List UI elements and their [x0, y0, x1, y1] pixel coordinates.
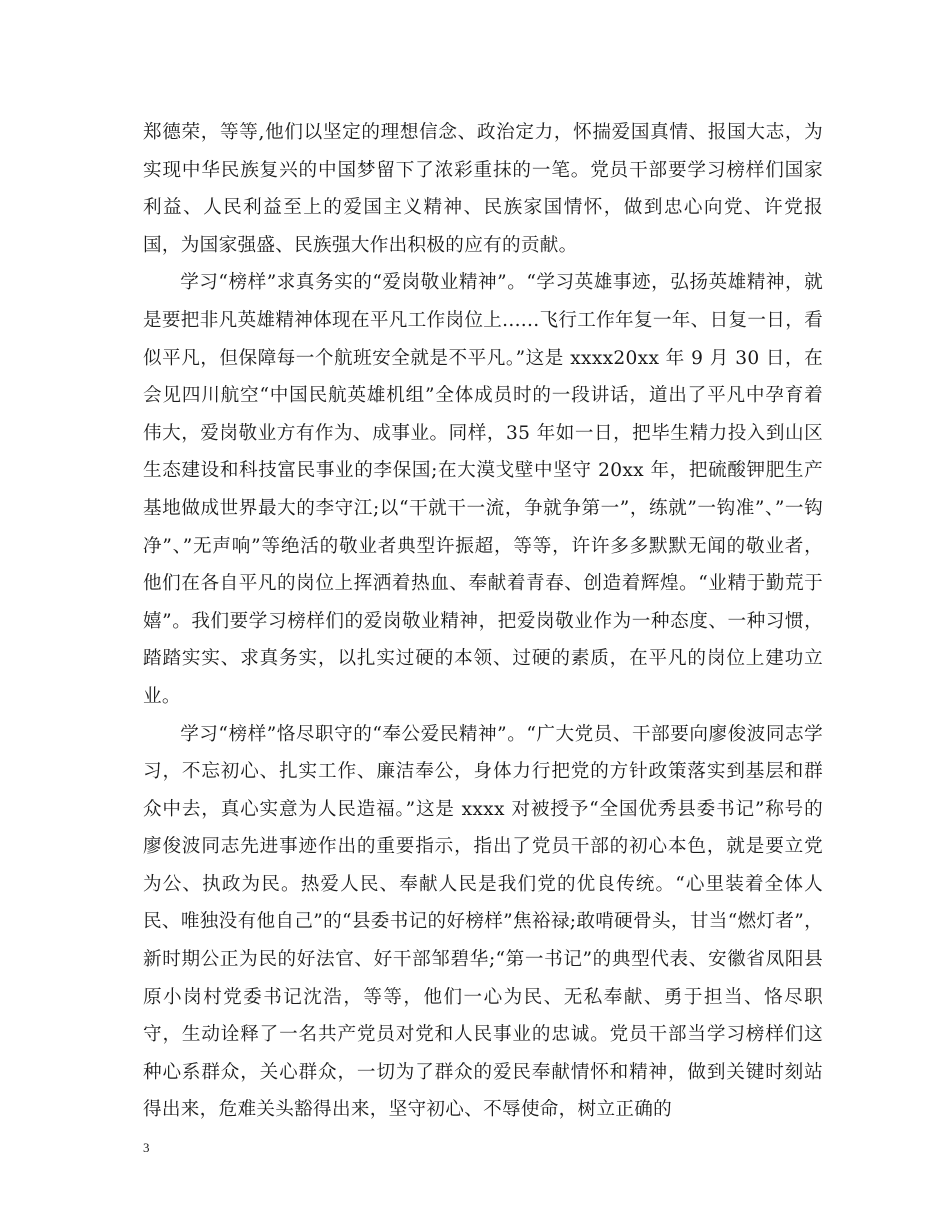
paragraph-1: 郑德荣，等等,他们以坚定的理想信念、政治定力，怀揣爱国真情、报国大志，为实现中华民族复兴的中国梦留下了浓彩重抹的一笔。党员干部要学习榜样们国家利益、人民利益至上的爱国主义精神、民族家国情怀，做到忠心向党、许党报国，为国家强盛、民族强大作出积极的应有的贡献。 [143, 122, 823, 256]
paragraph-2: 学习“榜样”求真务实的“爱岗敬业精神”。“学习英雄事迹，弘扬英雄精神，就是要把非凡英雄精神体现在平凡工作岗位上......飞行工作年复一年、日复一日，看似平凡，但保障每一个航班安全就是不平凡。”这是 xxxx20xx 年 9 月 30 日，在会见四川航空“中国民航英雄机组”全体成员时的一段讲话，道出了平凡中孕育着伟大，爱岗敬业方有作为、成事业。同样，35 年如一日，把毕生精力投入到山区生态建设和科技富民事业的李保国;在大漠戈壁中坚守 20xx 年，把硫酸钾肥生产基地做成世界最大的李守江;以“干就干一流，争就争第一”，练就”一钩准”、”一钩净”、”无声响”等绝活的敬业者典型许振超，等等，许许多多默默无闻的敬业者，他们在各自平凡的岗位上挥洒着热血、奉献着青春、创造着辉煌。“业精于勤荒于嬉”。我们要学习榜样们的爱岗敬业精神，把爱岗敬业作为一种态度、一种习惯，踏踏实实、求真务实，以扎实过硬的本领、过硬的素质，在平凡的岗位上建功立业。 [143, 272, 823, 707]
page-number: 3 [143, 1140, 150, 1155]
body-text [143, 114, 823, 1129]
paragraph-3: 学习“榜样”恪尽职守的“奉公爱民精神”。“广大党员、干部要向廖俊波同志学习，不忘初心、扎实工作、廉洁奉公，身体力行把党的方针政策落实到基层和群众中去，真心实意为人民造福。”这是 xxxx 对被授予“全国优秀县委书记”称号的廖俊波同志先进事迹作出的重要指示，指出了党员干部的初心本色，就是要立党为公、执政为民。热爱人民、奉献人民是我们党的优良传统。“心里装着全体人民、唯独没有他自己”的“县委书记的好榜样”焦裕禄;敢啃硬骨头，甘当“燃灯者”，新时期公正为民的好法官、好干部邹碧华;“第一书记”的典型代表、安徽省凤阳县原小岗村党委书记沈浩，等等，他们一心为民、无私奉献、勇于担当、恪尽职守，生动诠释了一名共产党员对党和人民事业的忠诚。党员干部当学习榜样们这种心系群众，关心群众，一切为了群众的爱民奉献情怀和精神，做到关键时刻站得出来，危难关头豁得出来，坚守初心、不辱使命，树立正确的 [143, 723, 823, 1121]
